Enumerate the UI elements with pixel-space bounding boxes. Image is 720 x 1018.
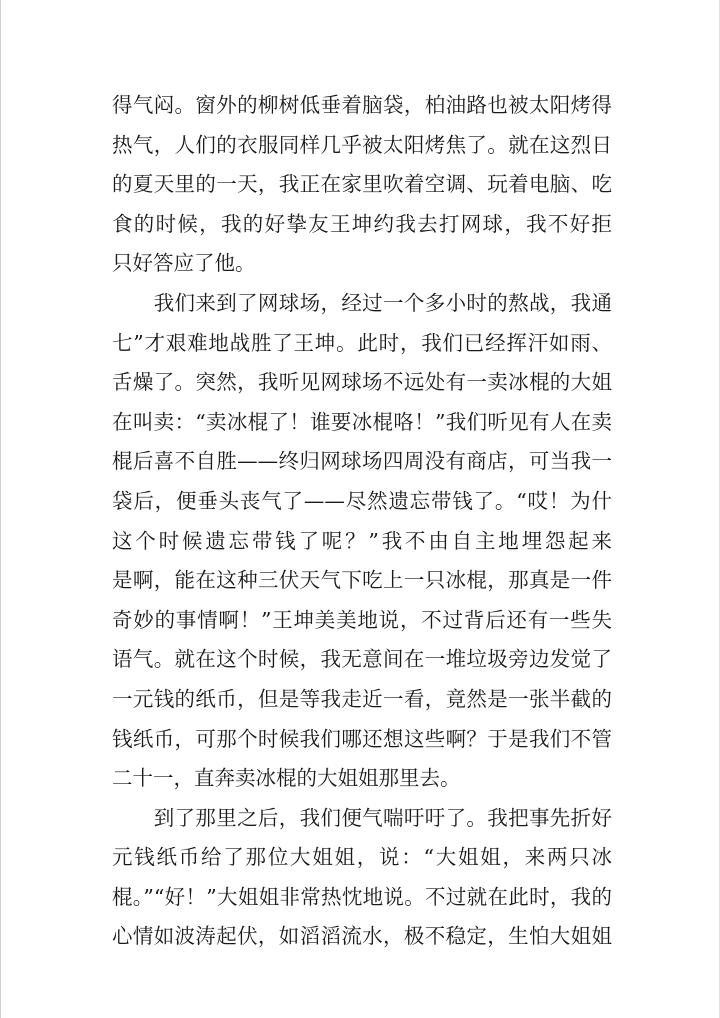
text-line: 我们来到了网球场，经过一个多小时的熬战，我通 [153, 290, 612, 315]
text-line: 奇妙的事情啊！”王坤美美地说，不过背后还有一些失 [112, 607, 612, 632]
text-line: 钱纸币，可那个时候我们哪还想这些啊？于是我们不管 [112, 726, 612, 751]
article-body [112, 86, 612, 957]
text-line: 二十一，直奔卖冰棍的大姐姐那里去。 [112, 766, 461, 791]
text-line: 元钱纸币给了那位大姐姐，说：“大姐姐，来两只冰 [112, 845, 612, 870]
text-line: 只好答应了他。 [112, 251, 256, 276]
text-line: 到了那里之后，我们便气喘吁吁了。我把事先折好 [153, 805, 612, 830]
paragraph-3 [112, 799, 612, 957]
text-line: 心情如波涛起伏，如滔滔流水，极不稳定，生怕大姐姐 [112, 924, 612, 949]
text-line: 舌燥了。突然，我听见网球场不远处有一卖冰棍的大姐 [112, 370, 612, 395]
text-line: 棍。”“好！”大姐姐非常热忱地说。不过就在此时，我的 [112, 884, 612, 909]
text-line: 一元钱的纸币，但是等我走近一看，竟然是一张半截的 [112, 686, 612, 711]
text-line: 是啊，能在这种三伏天气下吃上一只冰棍，那真是一件 [112, 568, 612, 593]
text-line: 语气。就在这个时候，我无意间在一堆垃圾旁边发觉了 [112, 647, 612, 672]
text-line: 棍后喜不自胜——终归网球场四周没有商店，可当我一 [112, 449, 612, 474]
text-line: 七”才艰难地战胜了王坤。此时，我们已经挥汗如雨、 [112, 330, 612, 355]
text-line: 的夏天里的一天，我正在家里吹着空调、玩着电脑、吃 [112, 172, 612, 197]
paragraph-1 [112, 86, 612, 284]
text-line: 这个时候遗忘带钱了呢？”我不由自主地埋怨起来 [112, 528, 612, 553]
text-line: 食的时候，我的好挚友王坤约我去打网球，我不好拒 [112, 211, 612, 236]
text-line: 得气闷。窗外的柳树低垂着脑袋，柏油路也被太阳烤得 [112, 93, 612, 117]
text-line: 热气，人们的衣服同样几乎被太阳烤焦了。就在这烈日 [112, 132, 612, 157]
page-left-edge [0, 0, 1, 1018]
text-line: 袋后，便垂头丧气了——尽然遗忘带钱了。“哎！为什 [112, 488, 612, 513]
text-line: 在叫卖：“卖冰棍了！谁要冰棍咯！”我们听见有人在卖 [112, 409, 612, 434]
paragraph-2 [112, 284, 612, 799]
